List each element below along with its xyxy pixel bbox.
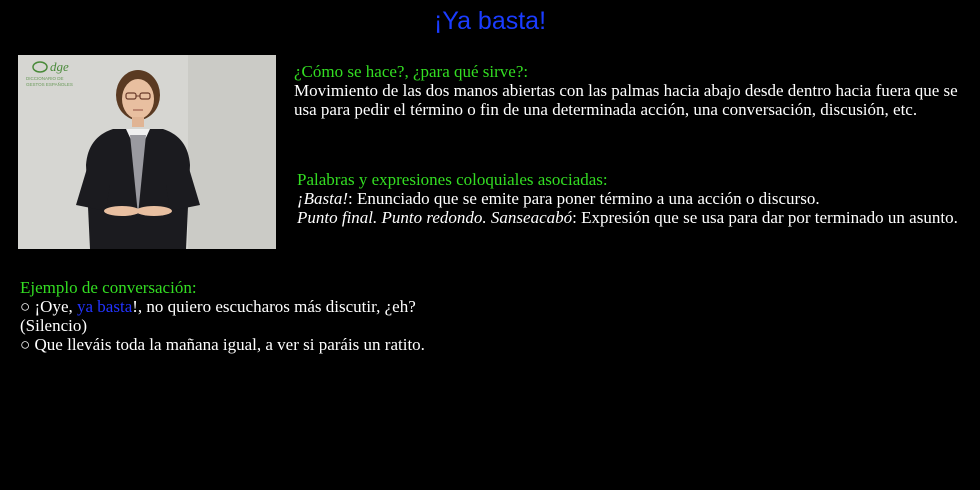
gesture-photo: [18, 55, 276, 249]
expression-term: ¡Basta!: [297, 189, 348, 208]
example-line-1: [20, 297, 920, 316]
expression-item-punto-final: [297, 208, 967, 227]
expression-definition: : Expresión que se usa para dar por terminado un asunto.: [572, 208, 958, 227]
example-line-2: (Silencio): [20, 316, 88, 335]
how-body: Movimiento de las dos manos abiertas con las palmas hacia abajo desde dentro hacia fuera que se usa para pedir el término o fin de una determinada acción, una conversación, discusión, etc.: [294, 81, 958, 119]
expressions-section: [297, 170, 967, 227]
expression-term: Punto final. Punto redondo. Sanseacabó: [297, 208, 573, 227]
logo-text-2: GESTOS ESPAÑOLES: [26, 82, 73, 87]
example-section: [20, 278, 920, 354]
expressions-heading: Palabras y expresiones coloquiales asociadas:: [297, 170, 608, 189]
example-highlight: ya basta: [77, 297, 133, 316]
example-line-3: ○ Que lleváis toda la mañana igual, a ver si paráis un ratito.: [20, 335, 425, 354]
expression-definition: : Enunciado que se emite para poner término a una acción o discurso.: [348, 189, 820, 208]
how-section: [294, 62, 964, 119]
woman-gesture-illustration: [18, 55, 276, 249]
logo-text-1: DICCIONARIO DE: [26, 76, 64, 81]
example-heading: Ejemplo de conversación:: [20, 278, 197, 297]
svg-text:dge: dge: [50, 59, 69, 74]
example-line-1-suffix: !, no quiero escucharos más discutir, ¿eh?: [132, 297, 416, 316]
page-title: ¡Ya basta!: [433, 7, 547, 35]
expression-item-basta: [297, 189, 967, 208]
example-line-1-prefix: ○ ¡Oye,: [20, 297, 78, 316]
how-heading: ¿Cómo se hace?, ¿para qué sirve?:: [294, 62, 529, 81]
